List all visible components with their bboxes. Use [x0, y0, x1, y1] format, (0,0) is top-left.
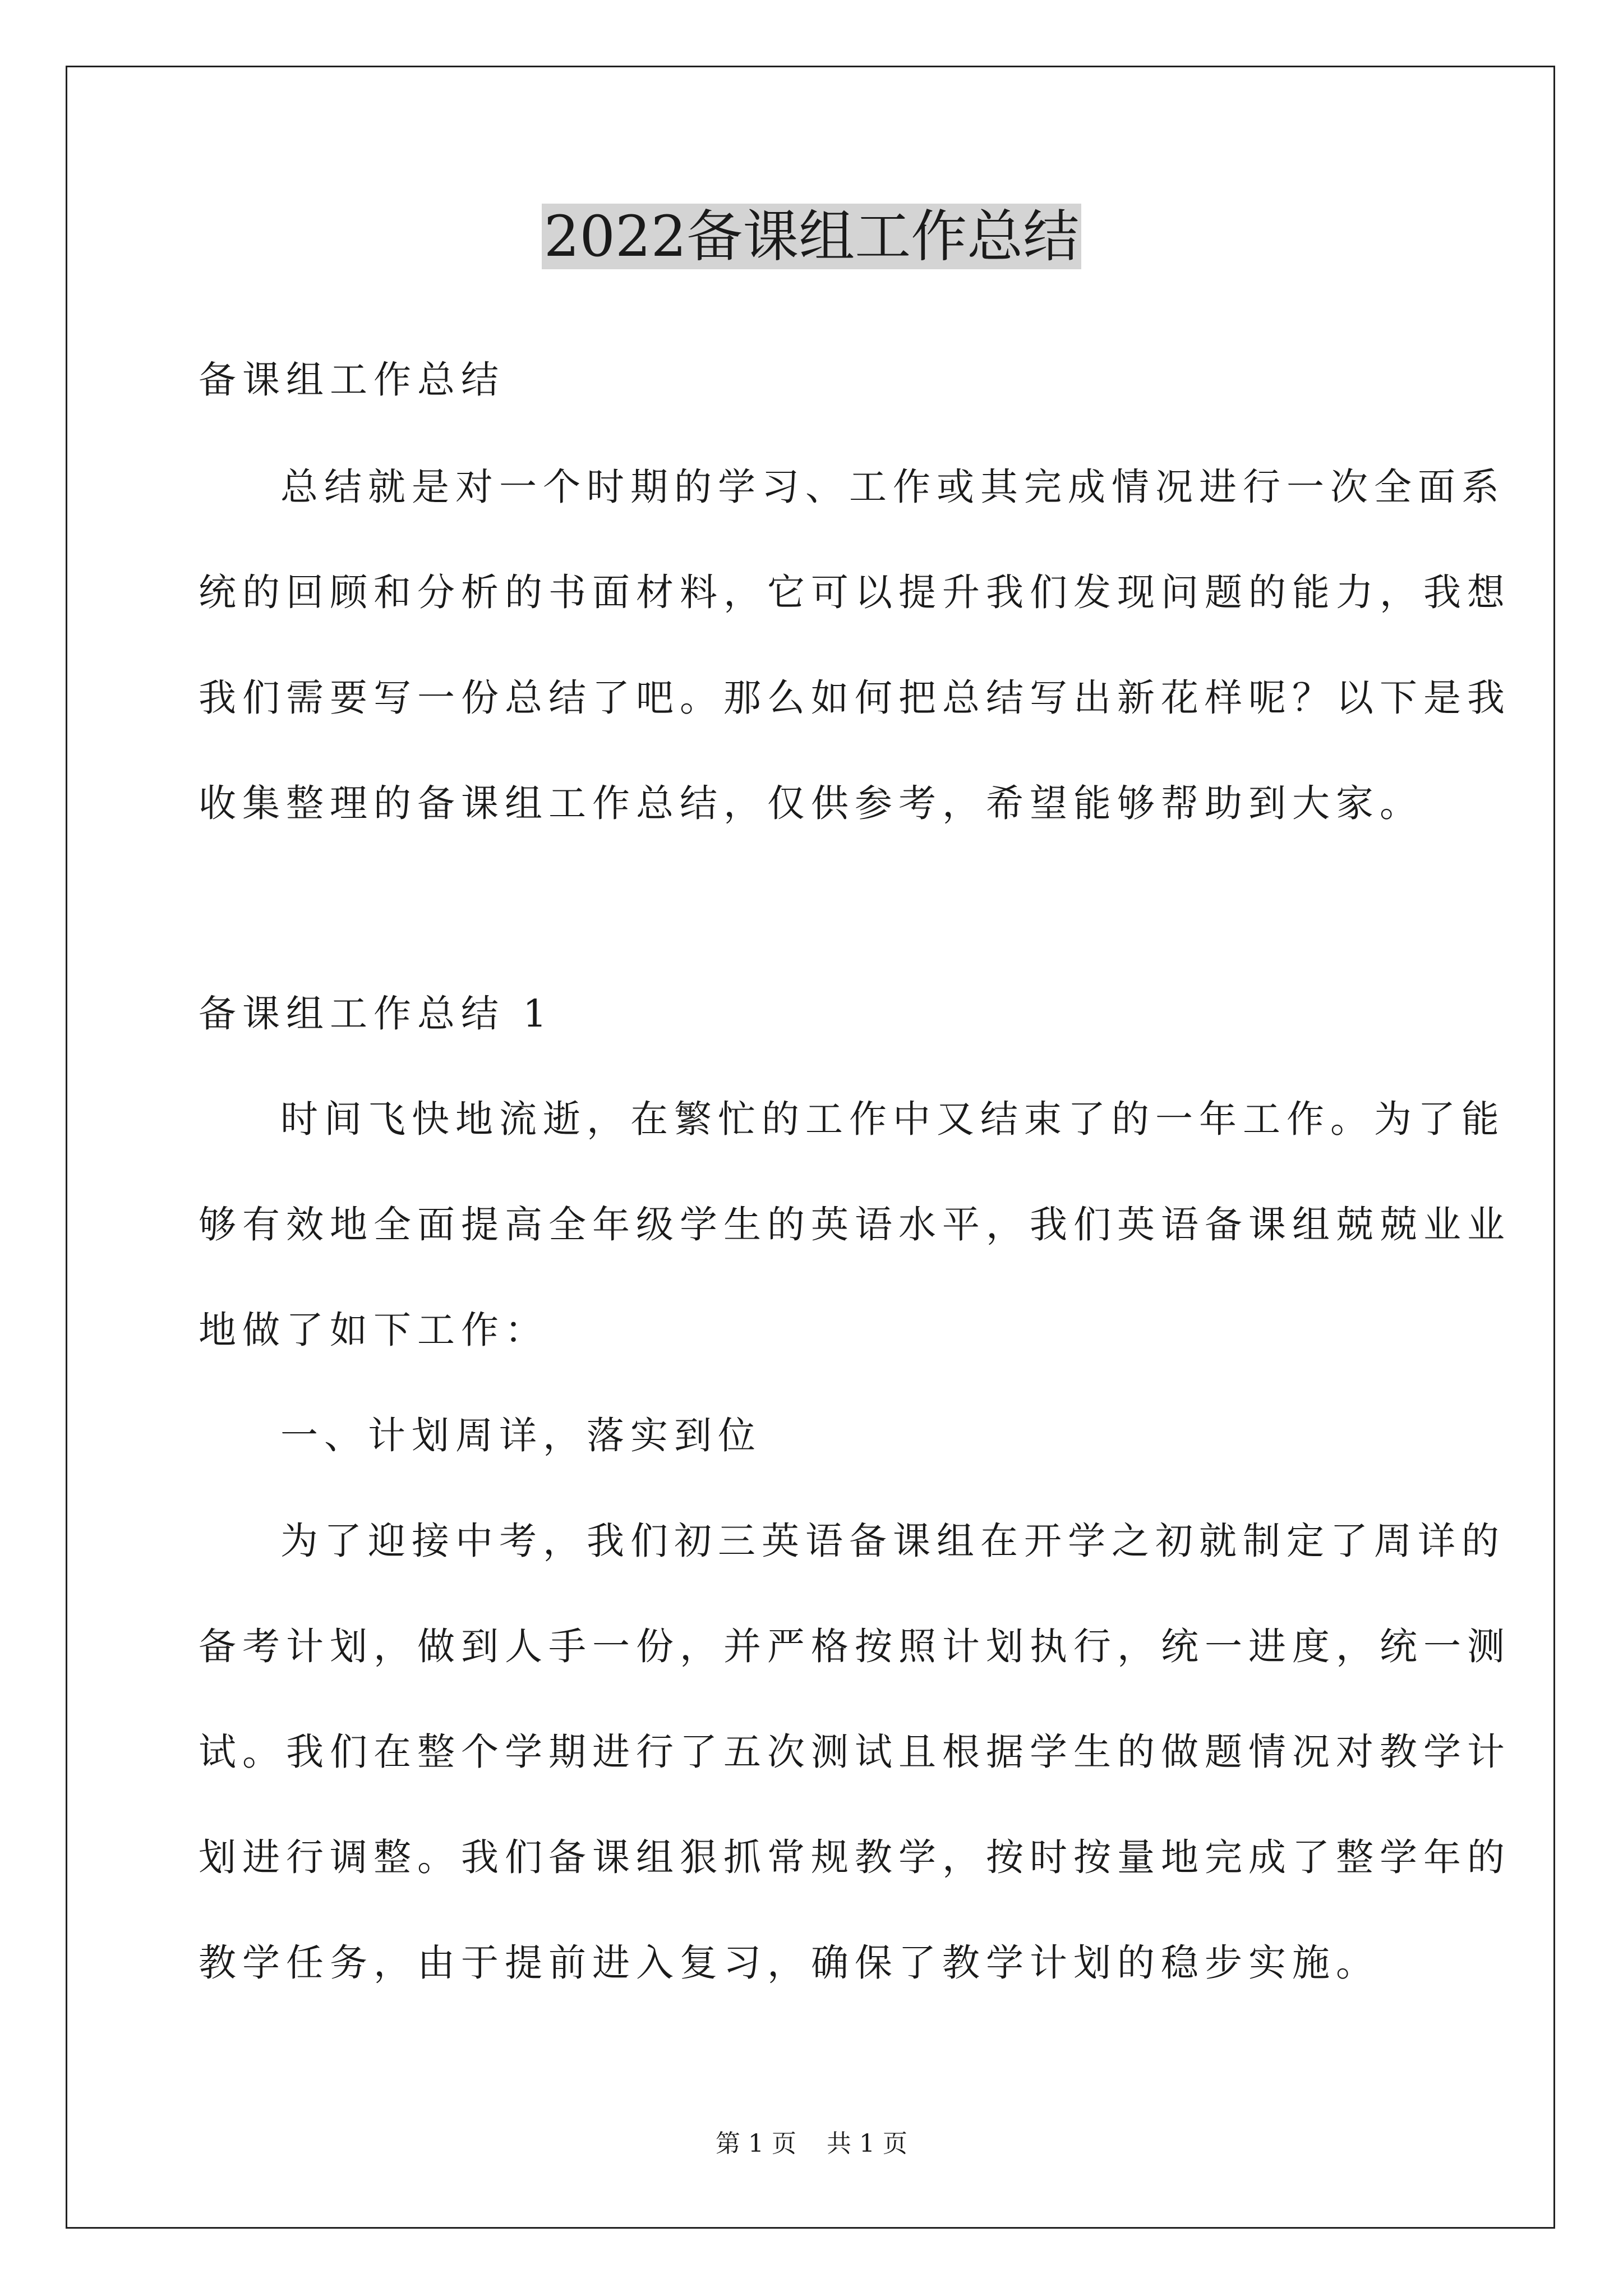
intro-paragraph-line: 我们需要写一份总结了吧。那么如何把总结写出新花样呢？以下是我	[199, 676, 1511, 720]
intro-paragraph-line: 收集整理的备课组工作总结，仅供参考，希望能够帮助到大家。	[199, 781, 1423, 825]
section-paragraph-line: 时间飞快地流逝，在繁忙的工作中又结束了的一年工作。为了能	[280, 1097, 1505, 1141]
intro-paragraph-line: 统的回顾和分析的书面材料，它可以提升我们发现问题的能力，我想	[199, 570, 1511, 614]
document-title	[0, 197, 1623, 276]
section-heading: 备课组工作总结 1	[199, 992, 553, 1036]
section-paragraph-line: 地做了如下工作：	[199, 1308, 548, 1352]
section-paragraph-line: 够有效地全面提高全年级学生的英语水平，我们英语备课组兢兢业业	[199, 1203, 1511, 1246]
page-total: 共 1 页	[827, 2129, 907, 2158]
page-number: 第 1 页	[716, 2129, 796, 2158]
section-paragraph-line: 备考计划，做到人手一份，并严格按照计划执行，统一进度，统一测	[199, 1625, 1511, 1668]
section-paragraph-line: 划进行调整。我们备课组狠抓常规教学，按时按量地完成了整学年的	[199, 1835, 1511, 1879]
intro-paragraph-line: 总结就是对一个时期的学习、工作或其完成情况进行一次全面系	[280, 465, 1505, 509]
section-paragraph-line: 试。我们在整个学期进行了五次测试且根据学生的做题情况对教学计	[199, 1730, 1511, 1774]
subheading: 一、计划周详，落实到位	[280, 1414, 762, 1457]
section-paragraph-line: 教学任务，由于提前进入复习，确保了教学计划的稳步实施。	[199, 1941, 1380, 1985]
document-title-text: 2022备课组工作总结	[542, 204, 1082, 269]
page-footer	[0, 2127, 1623, 2161]
section-paragraph-line: 为了迎接中考，我们初三英语备课组在开学之初就制定了周详的	[280, 1519, 1505, 1563]
intro-heading: 备课组工作总结	[199, 358, 505, 402]
